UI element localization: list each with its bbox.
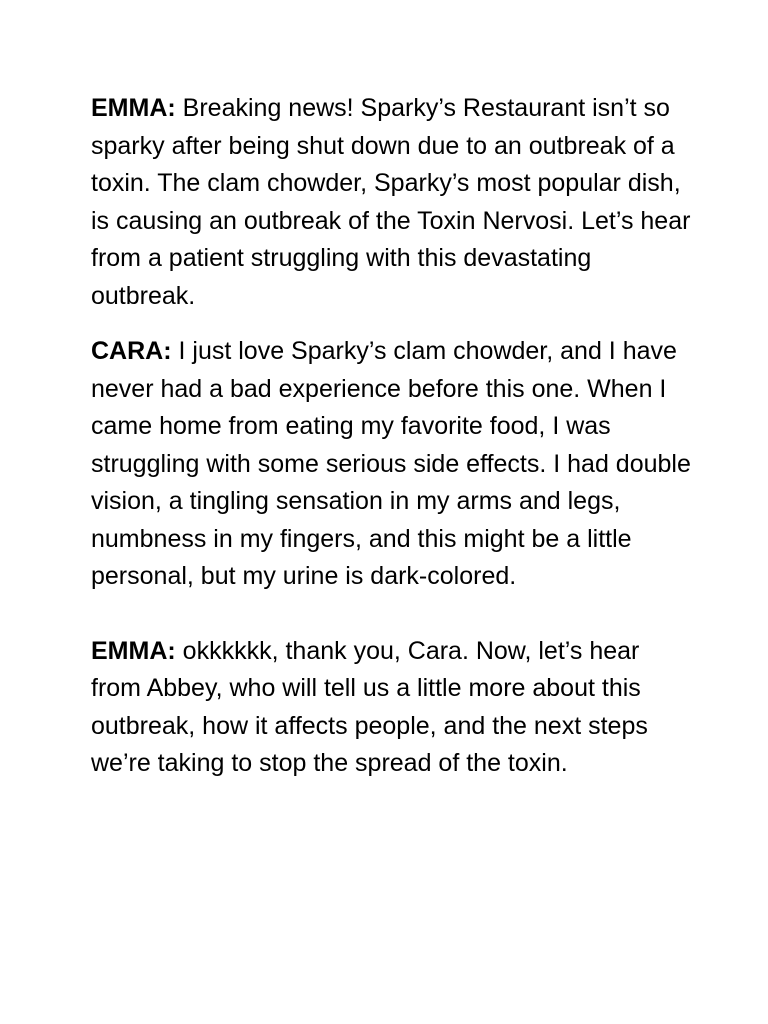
speaker-label: EMMA: [91, 94, 176, 122]
dialogue-paragraph-cara [91, 333, 691, 596]
speaker-label: CARA: [91, 337, 172, 365]
dialogue-text: I just love Sparky’s clam chowder, and I have never had a bad experience before this one. When I came home from eating my favorite food, I was struggling with some serious side effects. I had double vision, a tingling sensation in my arms and legs, numbness in my fingers, and this might be a little personal, but my urine is dark-colored. [91, 337, 691, 590]
dialogue-paragraph-emma-intro [91, 90, 691, 315]
speaker-label: EMMA: [91, 636, 176, 665]
script-body [91, 90, 691, 783]
dialogue-text: Breaking news! Sparky’s Restaurant isn’t so sparky after being shut down due to an outbreak of a toxin. The clam chowder, Sparky’s most popular dish, is causing an outbreak of the Toxin Nervosi. Let’s hear from a patient struggling with this devastating outbreak. [91, 94, 691, 310]
dialogue-text: okkkkkk, thank you, Cara. Now, let’s hear from Abbey, who will tell us a little more about this outbreak, how it affects people, and the next steps we’re taking to stop the spread of the toxin. [91, 636, 648, 777]
dialogue-paragraph-emma-followup [91, 633, 691, 783]
